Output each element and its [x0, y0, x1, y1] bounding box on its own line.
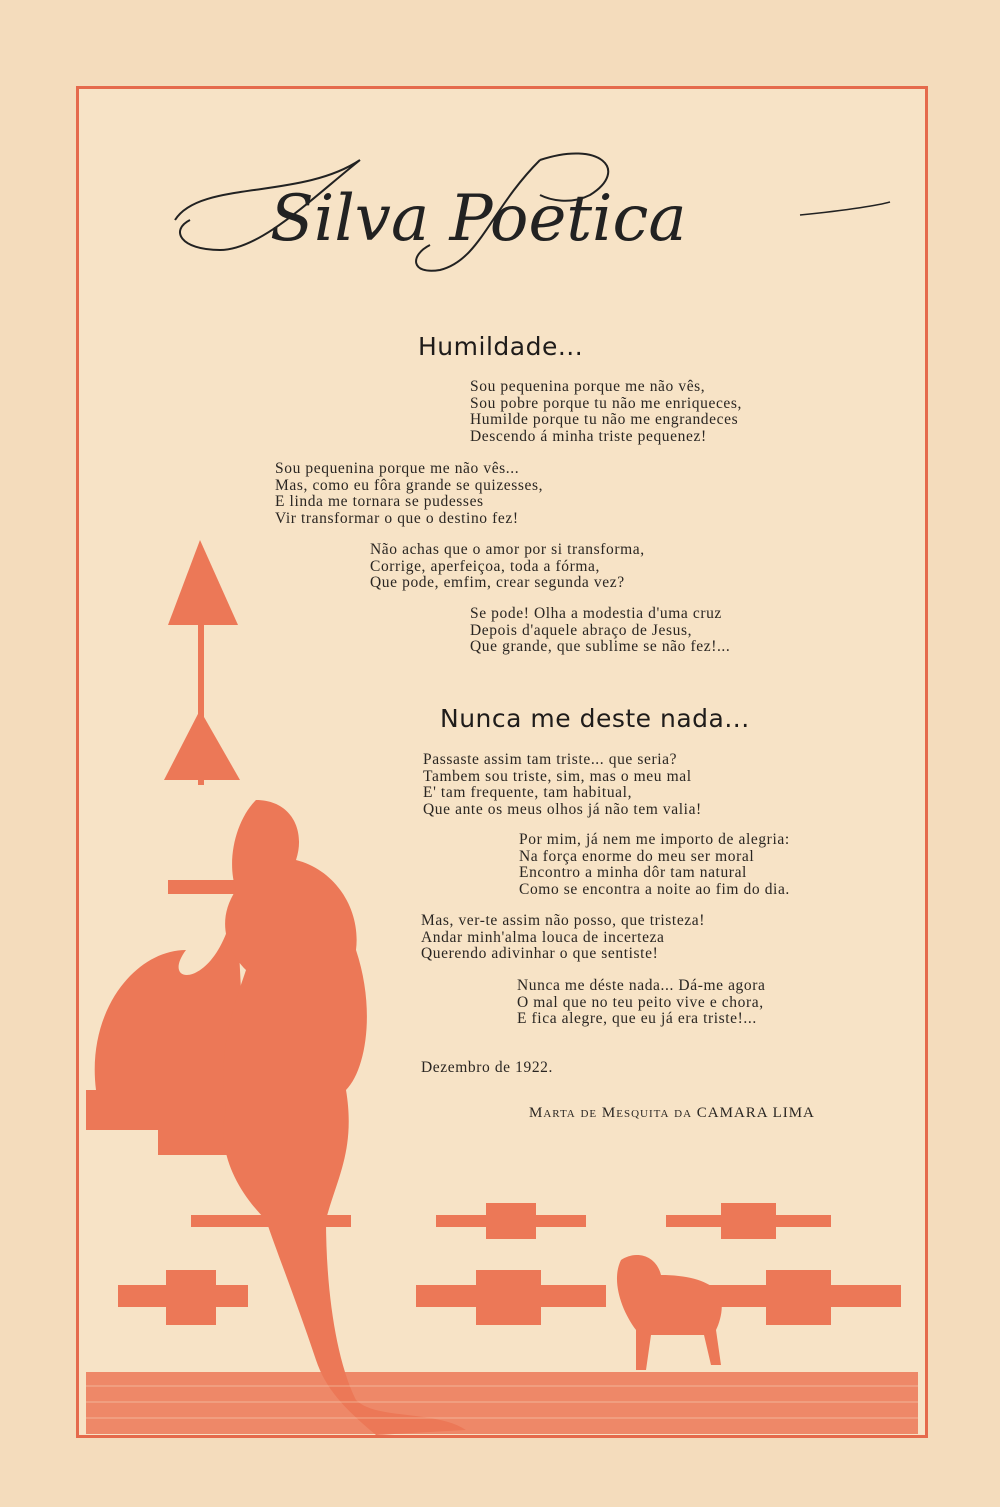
- stanza: [470, 379, 742, 445]
- verse-line: Como se encontra a noite ao fim do dia.: [519, 880, 790, 898]
- verse-line: Sou pobre porque tu não me enriqueces,: [470, 394, 743, 412]
- verse-line: E' tam frequente, tam habitual,: [423, 784, 633, 801]
- verse-line: E linda me tornara se pudesses: [275, 493, 484, 510]
- stanza: [275, 461, 543, 527]
- verse-line: Corrige, aperfeiçoa, toda a fórma,: [370, 557, 600, 575]
- verse-line: Que ante os meus olhos já não tem valia!: [423, 800, 702, 818]
- author-signature: Marta de Mesquita da CAMARA LIMA: [529, 1105, 815, 1121]
- verse-line: Passaste assim tam triste... que seria?: [423, 751, 678, 768]
- fern-plant: [95, 890, 246, 1090]
- verse-line: Por mim, já nem me importo de alegria:: [519, 831, 790, 848]
- dog-silhouette: [617, 1255, 722, 1370]
- section-title: Silva Poetica: [270, 182, 687, 256]
- poem-date: Dezembro de 1922.: [421, 1059, 554, 1076]
- verse-line: Humilde porque tu não me engrandeces: [470, 411, 739, 428]
- verse-line: E fica alegre, que eu já era triste!...: [517, 1010, 757, 1027]
- verse-line: Não achas que o amor por si transforma,: [370, 541, 645, 558]
- woman-figure: [223, 800, 466, 1435]
- verse-line: Depois d'aquele abraço de Jesus,: [470, 621, 693, 639]
- verse-line: Nunca me déste nada... Dá-me agora: [517, 977, 766, 994]
- lamp-shade-top: [168, 540, 238, 625]
- floor-tiles: [118, 1203, 901, 1325]
- verse-line: Encontro a minha dôr tam natural: [519, 864, 747, 881]
- verse-line: O mal que no teu peito vive e chora,: [517, 993, 764, 1011]
- verse-line: Andar minh'alma louca de incerteza: [421, 928, 665, 946]
- verse-line: Sou pequenina porque me não vês...: [275, 460, 520, 477]
- pedestal: [168, 880, 238, 894]
- poem-title: Nunca me deste nada...: [440, 704, 750, 733]
- verse-line: Tambem sou triste, sim, mas o meu mal: [423, 767, 692, 785]
- verse-line: Que pode, emfim, crear segunda vez?: [370, 574, 625, 591]
- verse-line: Descendo á minha triste pequenez!: [470, 427, 707, 445]
- verse-line: Se pode! Olha a modestia d'uma cruz: [470, 605, 722, 622]
- verse-line: Mas, como eu fôra grande se quizesses,: [275, 476, 544, 494]
- box: [158, 1110, 228, 1155]
- verse-line: Que grande, que sublime se não fez!...: [470, 638, 731, 655]
- poem-title: Humildade...: [418, 332, 584, 361]
- verse-line: Vir transformar o que o destino fez!: [275, 509, 519, 527]
- decorative-illustration: [76, 530, 928, 1438]
- floor-band: [86, 1372, 918, 1434]
- lamp-shade-lower: [164, 710, 240, 780]
- verse-line: Querendo adivinhar o que sentiste!: [421, 945, 659, 962]
- section-title-script: [160, 140, 900, 290]
- verse-line: Mas, ver-te assim não posso, que tristeza!: [421, 912, 706, 929]
- verse-line: Sou pequenina porque me não vês,: [470, 378, 706, 395]
- verse-line: Na força enorme do meu ser moral: [519, 847, 755, 865]
